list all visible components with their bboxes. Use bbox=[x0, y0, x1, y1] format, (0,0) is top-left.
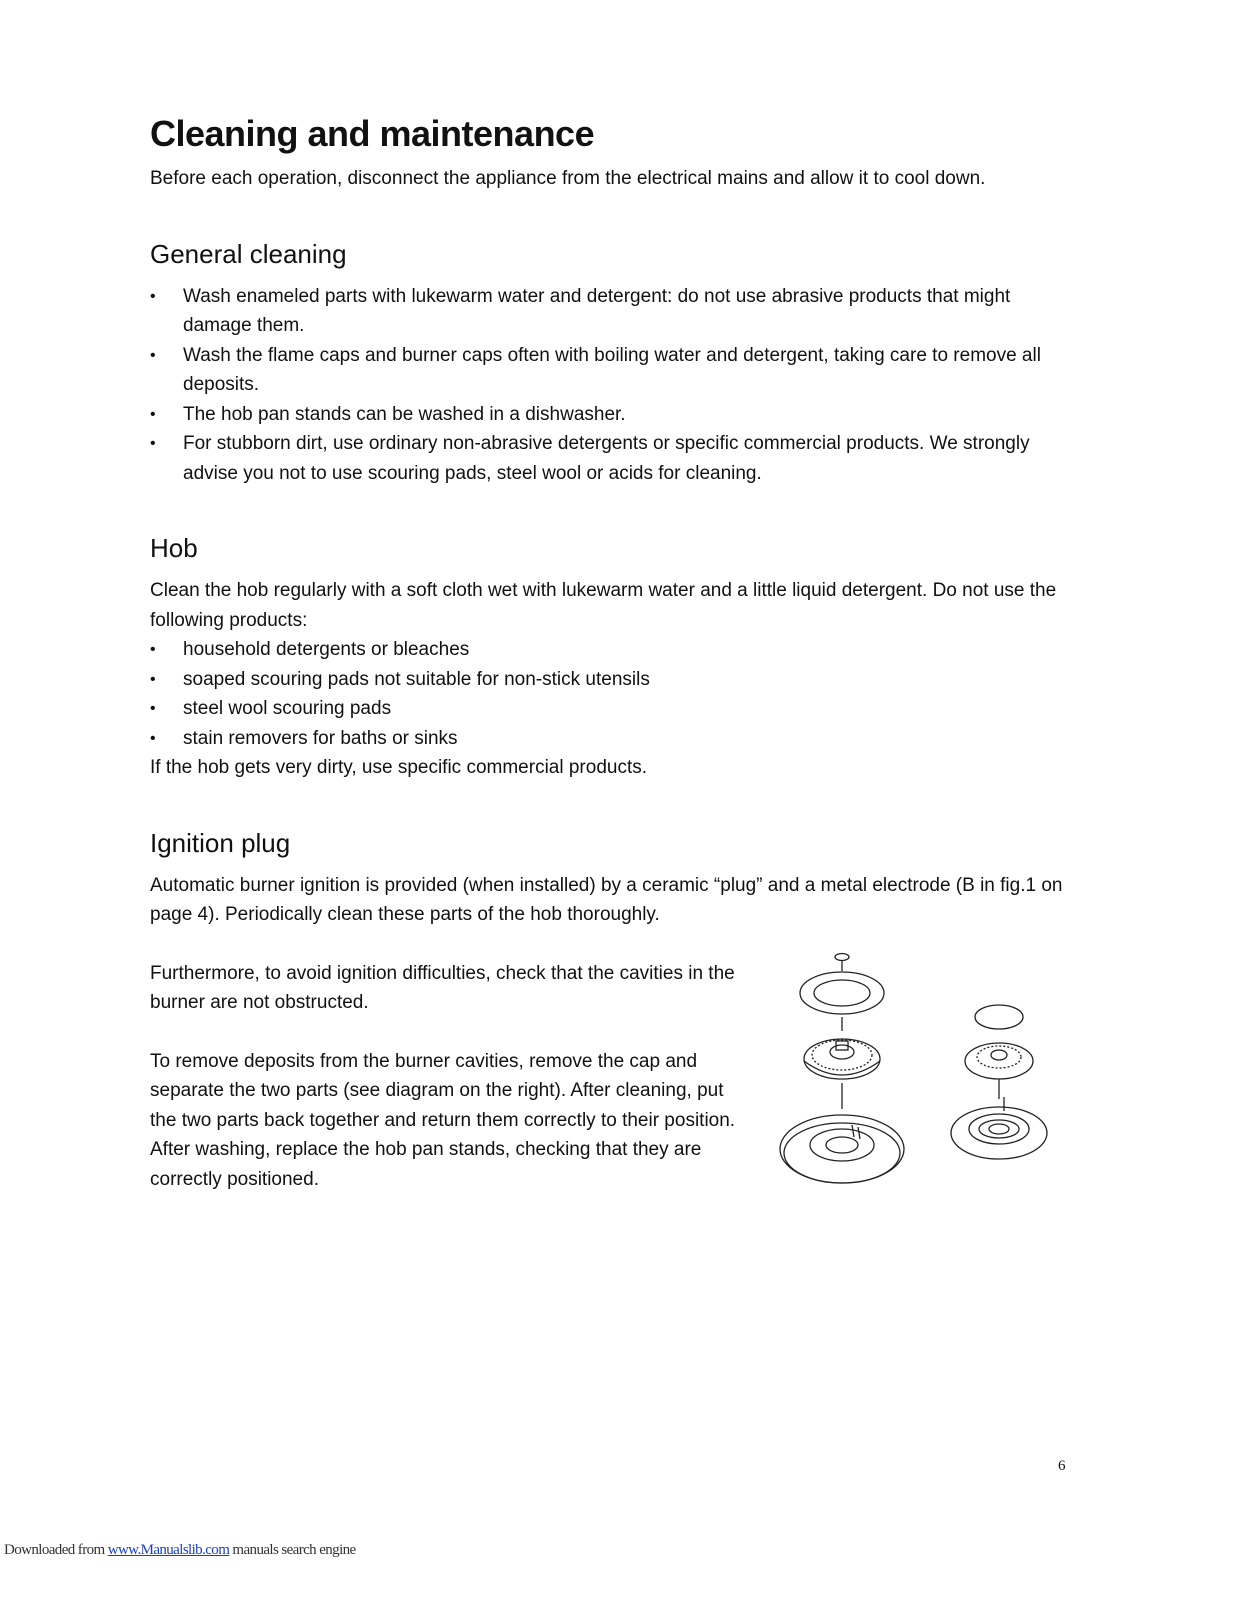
bullet-icon: • bbox=[150, 700, 156, 717]
list-item: • household detergents or bleaches bbox=[150, 635, 1080, 665]
small-burner-diagram bbox=[951, 1005, 1047, 1159]
hob-heading: Hob bbox=[150, 533, 198, 563]
footer-prefix: Downloaded from bbox=[4, 1542, 108, 1558]
large-burner-diagram bbox=[780, 953, 904, 1183]
general-cleaning-heading: General cleaning bbox=[150, 238, 347, 269]
list-item: • stain removers for baths or sinks bbox=[150, 724, 1080, 754]
bullet-icon: • bbox=[150, 729, 156, 747]
page-number: 6 bbox=[1058, 1458, 1066, 1474]
hob-closing-text: If the hob gets very dirty, use specific commercial products. bbox=[150, 757, 648, 778]
bullet-icon: • bbox=[150, 435, 156, 452]
list-item: • Wash the flame caps and burner caps often with boiling water and detergent, taking care to remove all deposits. bbox=[150, 341, 1080, 400]
footer-suffix: manuals search engine bbox=[229, 1542, 356, 1558]
bullet-icon: • bbox=[150, 670, 156, 688]
content bbox=[150, 112, 1080, 1219]
list-item: • steel wool scouring pads bbox=[150, 694, 1080, 724]
burner-exploded-diagram bbox=[762, 949, 1052, 1199]
ignition-cavities-text: Furthermore, to avoid ignition difficulties, check that the cavities in the burner are not obstructed. bbox=[150, 962, 735, 1013]
list-item: • The hob pan stands can be washed in a dishwasher. bbox=[150, 400, 1080, 430]
bullet-icon: • bbox=[150, 346, 156, 364]
list-item: • Wash enameled parts with lukewarm water and detergent: do not use abrasive products that might damage them. bbox=[150, 282, 1080, 341]
page-title: Cleaning and maintenance bbox=[150, 113, 595, 154]
general-cleaning-list bbox=[150, 282, 1080, 489]
ignition-text: Automatic burner ignition is provided (when installed) by a ceramic “plug” and a metal electrode (B in fig.1 on page 4). Periodically clean these parts of the hob thoroughly. bbox=[150, 874, 1063, 925]
ignition-details bbox=[150, 959, 1080, 1219]
hob-text: Clean the hob regularly with a soft cloth wet with lukewarm water and a little liquid detergent. Do not use the following products: bbox=[150, 580, 1057, 631]
hob-products-list bbox=[150, 635, 1080, 753]
bullet-icon: • bbox=[150, 405, 156, 423]
bullet-icon: • bbox=[150, 641, 156, 658]
list-item: • soaped scouring pads not suitable for non-stick utensils bbox=[150, 665, 1080, 695]
ignition-remove-deposits-text: To remove deposits from the burner cavities, remove the cap and separate the two parts (see diagram on the right). After cleaning, put the two parts back together and return them correctly to their position. After washing, replace the hob pan stands, checking that they are correctly positioned. bbox=[150, 1050, 736, 1190]
ignition-text-column bbox=[150, 959, 750, 1195]
manualslib-link[interactable]: www.Manualslib.com bbox=[107, 1542, 230, 1558]
bullet-icon: • bbox=[150, 287, 156, 305]
intro-text: Before each operation, disconnect the appliance from the electrical mains and allow it to cool down. bbox=[150, 168, 986, 189]
list-item: • For stubborn dirt, use ordinary non-abrasive detergents or specific commercial products. We strongly advise you not to use scouring pads, steel wool or acids for cleaning. bbox=[150, 429, 1080, 488]
ignition-plug-heading: Ignition plug bbox=[150, 827, 291, 858]
download-footer bbox=[4, 1542, 356, 1559]
